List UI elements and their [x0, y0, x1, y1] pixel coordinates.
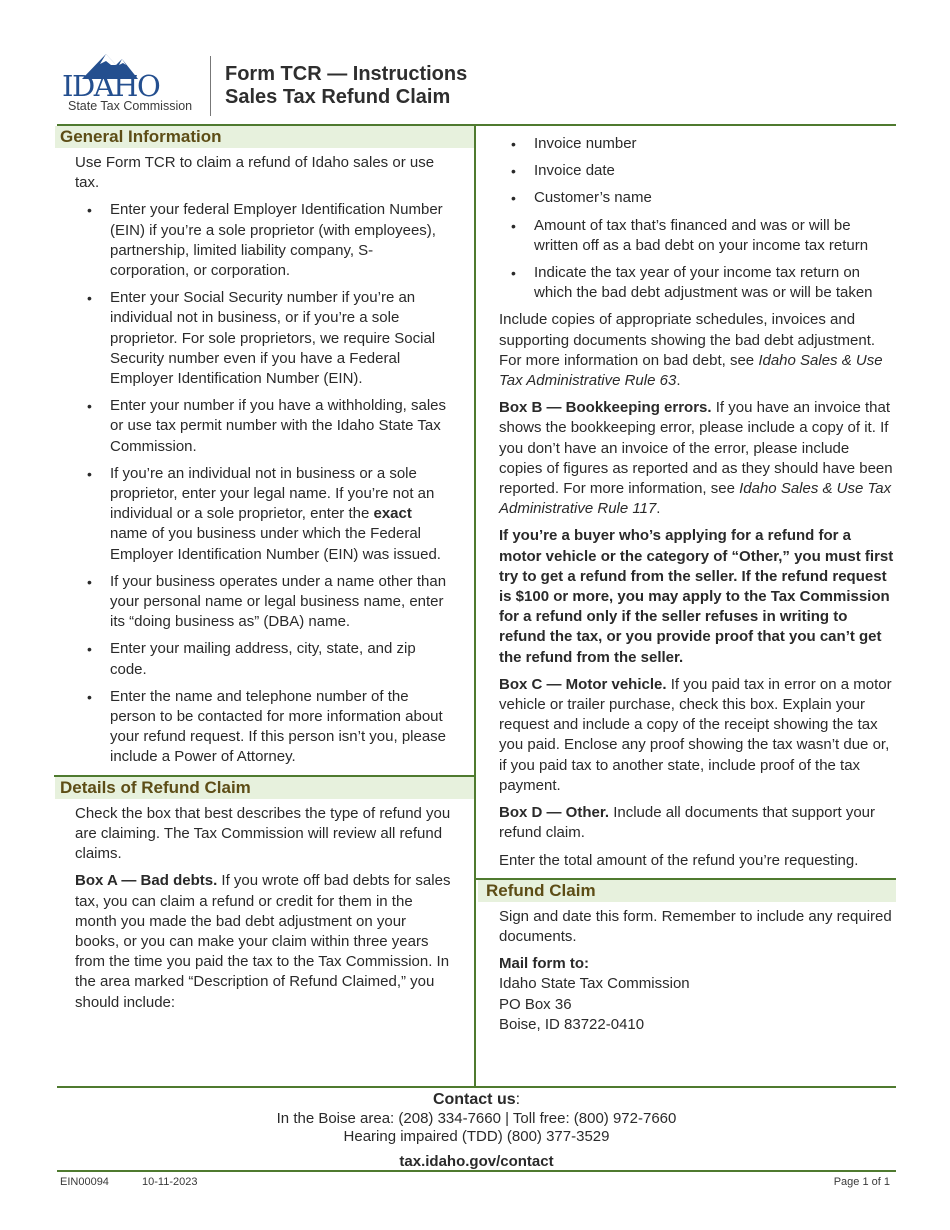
- bullet-icon: •: [87, 688, 92, 705]
- bullet-icon: •: [87, 573, 92, 590]
- box-d-label: Box D — Other.: [499, 804, 610, 822]
- box-b-label: Box B — Bookkeeping errors.: [499, 399, 712, 417]
- mail-label: Mail form to:: [499, 955, 589, 973]
- address-line: Idaho State Tax Commission: [499, 975, 690, 993]
- box-a-label: Box A — Bad debts.: [75, 872, 218, 890]
- page-footer: [60, 1175, 890, 1189]
- contact-phone-line: In the Boise area: (208) 334-7660 | Toll free: (800) 972-7660: [276, 1110, 677, 1127]
- header-divider: [210, 56, 211, 116]
- mailing-address: [476, 954, 896, 1035]
- address-line: Boise, ID 83722-0410: [499, 1015, 645, 1033]
- bullet-icon: •: [87, 641, 92, 658]
- list-item: • Enter your Social Security number if you’re an individual not in business, or if you’re a sole proprietor. For sole proprietors, we require Social Security number even if you have a Federal Employer Identification Number (EIN).: [87, 289, 436, 388]
- footer-rule: [57, 1170, 896, 1172]
- page-header: [0, 0, 950, 124]
- bad-debt-note: Include copies of appropriate schedules, invoices and supporting documents showing the bad debt adjustment. For more information on bad debt, see Idaho Sales & Use Tax Administrative Rule 63.: [499, 311, 883, 390]
- bullet-icon: •: [87, 398, 92, 415]
- idaho-tax-commission-logo: [60, 52, 202, 116]
- contact-tdd-line: Hearing impaired (TDD) (800) 377-3529: [343, 1128, 610, 1145]
- left-column: [57, 126, 474, 1020]
- list-item: • Enter the name and telephone number of the person to be contacted for more information about your refund request. If this person isn’t you, please include a Power of Attorney.: [87, 687, 447, 766]
- title-line-2: Sales Tax Refund Claim: [225, 86, 451, 108]
- bullet-icon: •: [511, 265, 516, 282]
- right-column: [476, 134, 896, 1035]
- list-item: • Amount of tax that’s financed and was or will be written off as a bad debt on your income tax return: [511, 216, 869, 254]
- list-item: • If your business operates under a name other than your personal name or legal business name, enter its “doing business as” (DBA) name.: [87, 572, 447, 631]
- list-item: • If you’re an individual not in business or a sole proprietor, enter your legal name. If you’re not an individual or a sole proprietor, enter the exact name of you business under which the Federal Employer Identification Number (EIN) was issued.: [87, 464, 441, 563]
- bullet-icon: •: [87, 465, 92, 482]
- contact-title: Contact us: [432, 1091, 516, 1108]
- logo-wordmark: IDAHO: [62, 69, 160, 103]
- general-intro: Use Form TCR to claim a refund of Idaho sales or use tax.: [75, 154, 435, 192]
- bullet-icon: •: [511, 217, 516, 234]
- box-b-paragraph: Box B — Bookkeeping errors. If you have an invoice that shows the bookkeeping error, please include a copy of it. If you don’t have an invoice of the error, please include copies of figures as reported and as they should have been reported. For more information, see Idaho Sales & Use Tax Administrative Rule 117.: [499, 399, 893, 518]
- box-a-paragraph: Box A — Bad debts. If you wrote off bad debts for sales tax, you can claim a refund or credit for them in the month you made the bad debt adjustment on your books, or you can make your claim within three years from the time you paid the tax to the Tax Commission. In the area marked “Description of Refund Claimed,” you should include:: [75, 872, 451, 1011]
- form-code: EIN00094: [60, 1176, 109, 1188]
- page-title: [225, 63, 467, 109]
- bullet-icon: •: [87, 202, 92, 219]
- bullet-icon: •: [511, 163, 516, 180]
- contact-url-link[interactable]: tax.idaho.gov/contact: [399, 1153, 554, 1170]
- list-item: • Enter your mailing address, city, state, and zip code.: [87, 640, 416, 678]
- section-heading-refund: Refund Claim: [478, 880, 896, 902]
- buyer-notice: If you’re a buyer who’s applying for a refund for a motor vehicle or the category of “Other,” you must first try to get a refund from the seller. If the refund request is $100 or more, you may apply to the Tax Commission for a refund only if the seller refuses in writing to refund the tax, or you provide proof that you can’t get the refund from the seller.: [499, 527, 894, 666]
- details-intro: Check the box that best describes the type of refund you are claiming. The Tax Commission will review all refund claims.: [75, 804, 451, 863]
- total-instruction: Enter the total amount of the refund you’re requesting.: [499, 851, 859, 869]
- list-item: • Invoice number: [476, 134, 896, 154]
- list-item: • Invoice date: [476, 161, 896, 181]
- refund-instruction: Sign and date this form. Remember to include any required documents.: [499, 907, 892, 945]
- general-bullet-list: [57, 200, 474, 767]
- bullet-icon: •: [511, 136, 516, 152]
- list-item: • Enter your federal Employer Identification Number (EIN) if you’re a sole proprietor (with employees), partnership, limited liability company, S-corporation, or corporation.: [87, 201, 443, 280]
- box-c-paragraph: Box C — Motor vehicle. If you paid tax in error on a motor vehicle or trailer purchase, check this box. Explain your request and include a copy of the receipt showing the tax you paid. Enclose any proof showing the tax wasn’t due or, if you paid tax to another state, include proof of the tax payment.: [499, 675, 892, 794]
- list-item: • Enter your number if you have a withholding, sales or use tax permit number with the Idaho State Tax Commission.: [87, 397, 447, 455]
- page-number: Page 1 of 1: [833, 1176, 890, 1188]
- section-heading-general: General Information: [55, 126, 474, 148]
- list-item: • Customer’s name: [476, 188, 896, 208]
- list-item: • Indicate the tax year of your income tax return on which the bad debt adjustment was or will be taken: [511, 264, 873, 302]
- box-d-paragraph: Box D — Other. Include all documents that support your refund claim.: [499, 804, 876, 842]
- box-a-bullet-list: [476, 134, 896, 303]
- bullet-icon: •: [511, 190, 516, 207]
- bullet-icon: •: [87, 290, 92, 307]
- section-heading-details: Details of Refund Claim: [55, 777, 474, 799]
- box-c-label: Box C — Motor vehicle.: [499, 675, 667, 693]
- title-line-1: Form TCR — Instructions: [225, 63, 468, 85]
- address-line: PO Box 36: [499, 995, 572, 1013]
- logo-subtitle: State Tax Commission: [68, 99, 193, 113]
- form-date: 10-11-2023: [142, 1176, 198, 1188]
- contact-block: Contact us: In the Boise area: (208) 334-7660 | Toll free: (800) 972-7660 Hearing impaired (TDD) (800) 377-3529 tax.idaho.gov/contact: [57, 1088, 896, 1172]
